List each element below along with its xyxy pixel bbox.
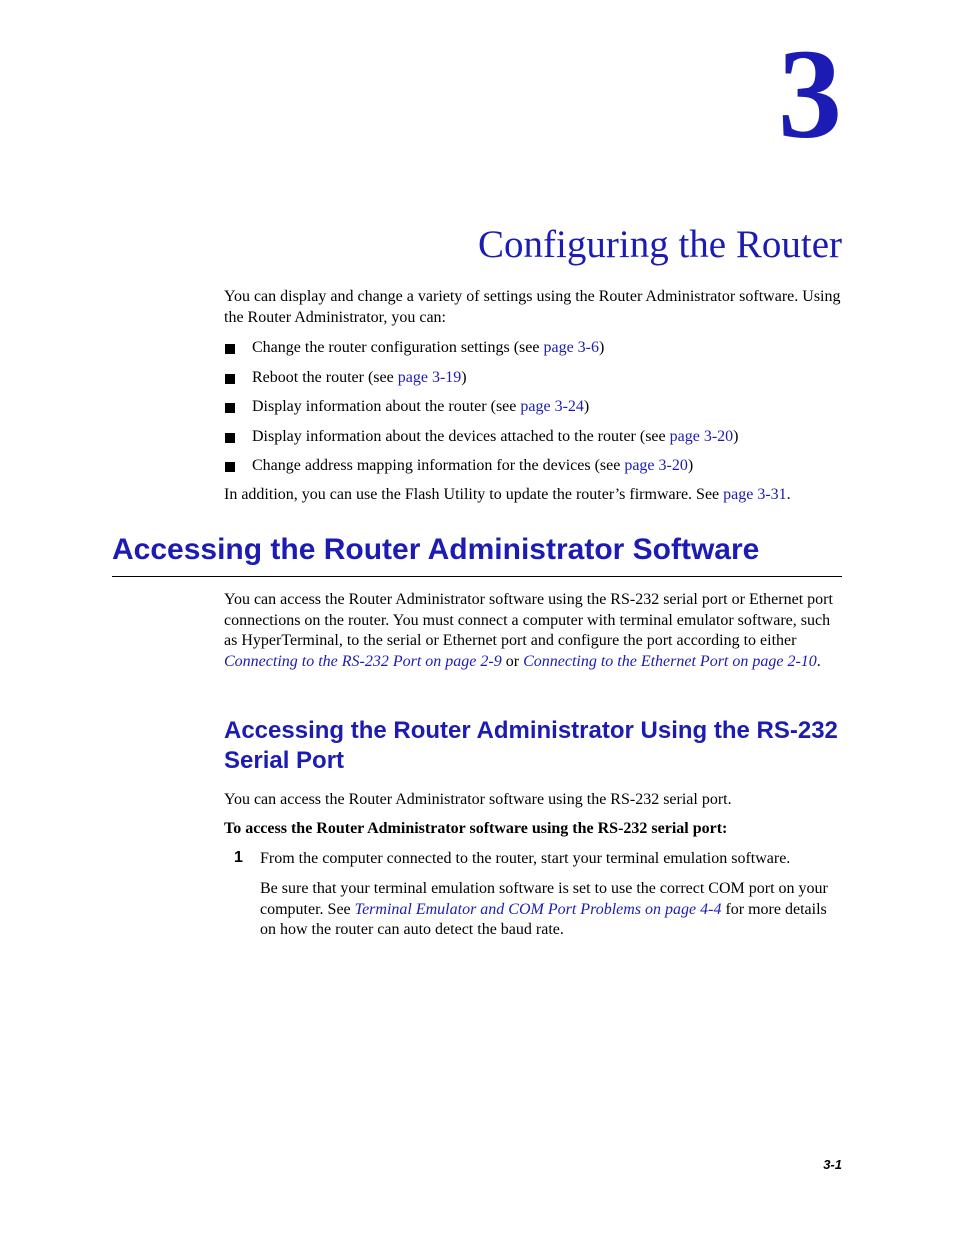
step-text: From the computer connected to the router, start your terminal emulation software. [260,850,791,867]
cross-reference-link[interactable]: Connecting to the RS-232 Port on page 2-9 [224,652,502,670]
chapter-number: 3 [778,23,842,165]
heading-rule [112,576,842,577]
list-item-text: ) [687,457,694,474]
cross-reference-link[interactable]: Connecting to the Ethernet Port on page 2-10 [523,652,817,670]
bullet-square-icon [225,374,235,384]
bullet-square-icon [225,462,235,472]
page-link[interactable]: page 3-19 [397,369,462,386]
section-paragraph: You can access the Router Administrator software using the RS-232 serial port or Ethernet port connections on the router. You must connect a computer with terminal emulator software, such as HyperTerminal, to the serial or Ethernet port and configure the port according to either Connecting to the RS-232 Port on page 2-9 or Connecting to the Ethernet Port on page 2-10. [224,591,833,670]
subsection-paragraph: You can access the Router Administrator software using the RS-232 serial port. [224,791,732,808]
subsection-heading: Accessing the Router Administrator Using the RS-232 Serial Port [224,717,838,774]
page-link[interactable]: page 3-31 [723,486,787,503]
procedure-title: To access the Router Administrator software using the RS-232 serial port: [224,820,728,837]
list-item-text: Change address mapping information for the devices (see [252,457,625,474]
intro-paragraph: You can display and change a variety of settings using the Router Administrator software. Using the Router Administrator, you can: [224,288,841,326]
page-number: 3-1 [823,1157,842,1172]
list-item-text: ) [461,369,467,386]
page-link[interactable]: page 3-24 [520,398,584,415]
list-item-text: Reboot the router (see [252,369,398,386]
cross-reference-link[interactable]: Terminal Emulator and COM Port Problems on page 4-4 [354,900,722,918]
page-link[interactable]: page 3-20 [624,457,688,474]
bullet-square-icon [225,344,235,354]
list-item-text: Display information about the devices attached to the router (see [252,428,670,445]
chapter-title: Configuring the Router [478,223,842,266]
flash-utility-paragraph: In addition, you can use the Flash Utility to update the router’s firmware. See page 3-31. [224,486,791,503]
list-item-text: ) [583,398,590,415]
list-item-text: Display information about the router (see [252,398,521,415]
bullet-square-icon [225,403,235,413]
list-item-text: ) [599,339,605,356]
step-number: 1 [234,849,243,866]
list-item-text: ) [733,428,739,445]
bullet-square-icon [225,433,235,443]
page-link[interactable]: page 3-6 [543,339,599,356]
list-item-text: Change the router configuration settings (see [252,339,544,356]
section-heading: Accessing the Router Administrator Software [112,533,760,566]
step-note: Be sure that your terminal emulation software is set to use the correct COM port on your computer. See Terminal Emulator and COM Port Problems on page 4-4 for more details on how the router can auto detect the baud rate. [260,880,828,938]
page-link[interactable]: page 3-20 [669,428,734,445]
